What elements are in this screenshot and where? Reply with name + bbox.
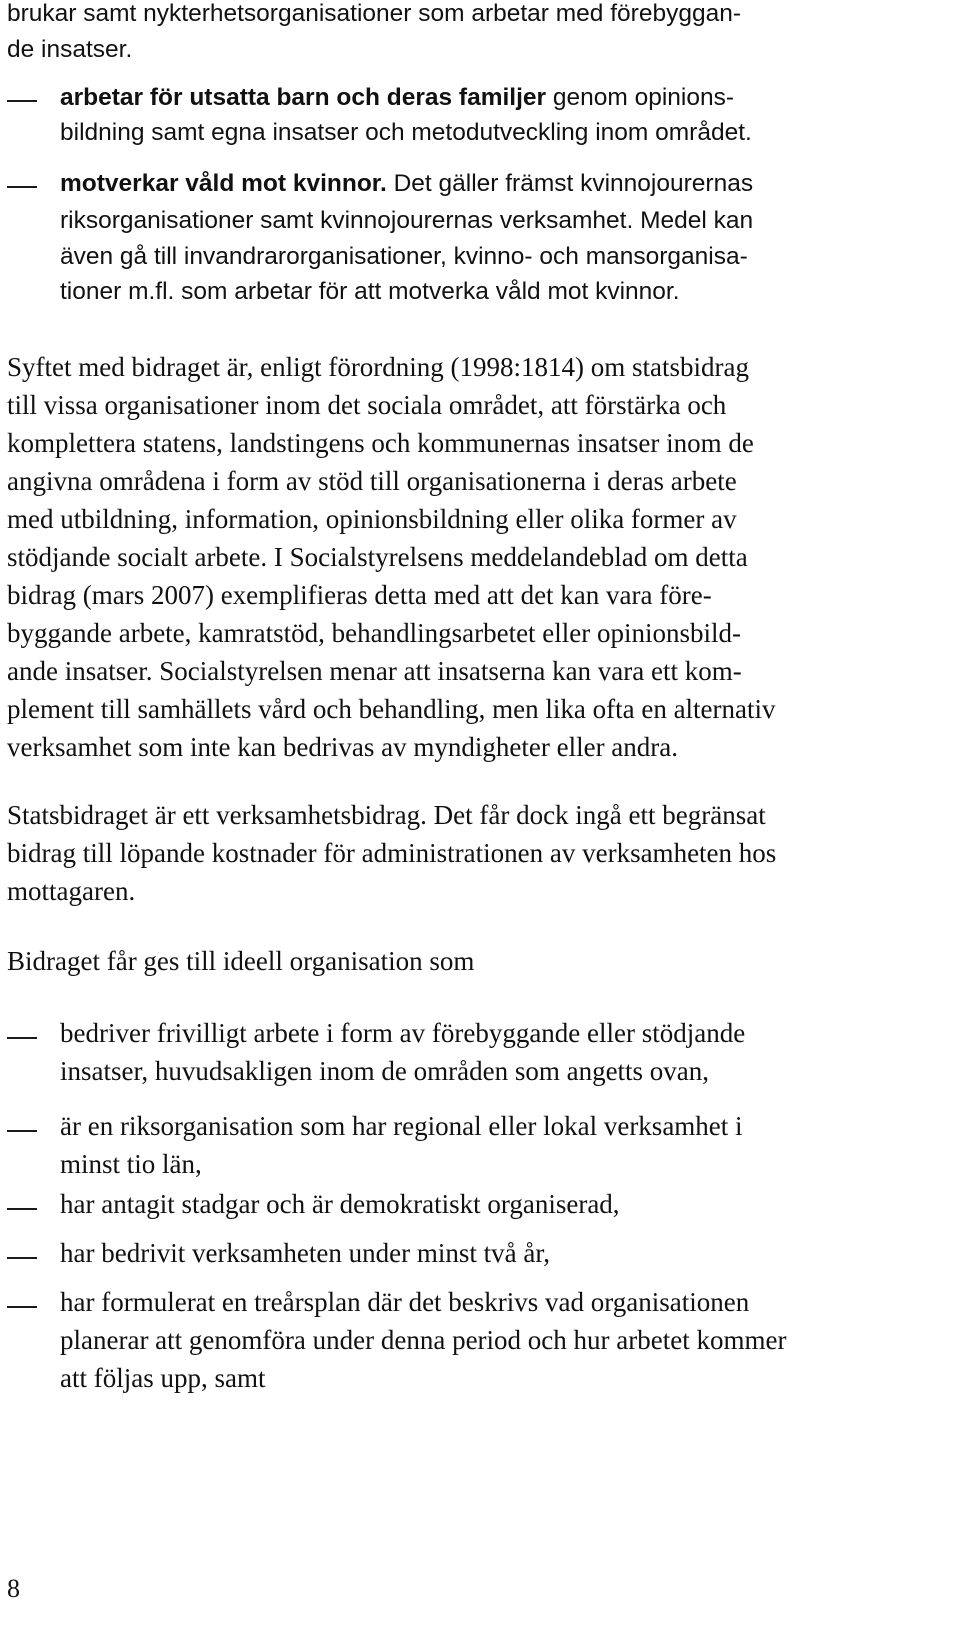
paragraph-line: Bidraget får ges till ideell organisation som — [7, 946, 475, 976]
intro-line: brukar samt nykterhetsorganisationer som arbetar med förebyggan- — [7, 0, 741, 27]
dash-bullet-icon — [7, 1257, 37, 1259]
requirement-line: har bedrivit verksamheten under minst två år, — [60, 1238, 551, 1268]
requirement-line: bedriver frivilligt arbete i form av förebyggande eller stödjande — [60, 1018, 746, 1048]
dash-bullet-icon — [7, 1130, 37, 1132]
paragraph-line: bidrag till löpande kostnader för administrationen av verksamheten hos — [7, 838, 777, 868]
paragraph-line: angivna områdena i form av stöd till organisationerna i deras arbete — [7, 466, 737, 496]
requirement-line: minst tio län, — [60, 1149, 202, 1179]
paragraph-line: bidrag (mars 2007) exemplifieras detta med att det kan vara före- — [7, 580, 712, 610]
intro-line: de insatser. — [7, 36, 133, 63]
paragraph-line: mottagaren. — [7, 876, 136, 906]
paragraph-line: komplettera statens, landstingens och kommunernas insatser inom de — [7, 428, 754, 458]
paragraph-line: stödjande socialt arbete. I Socialstyrelsens meddelandeblad om detta — [7, 542, 748, 572]
requirement-line: planerar att genomföra under denna period och hur arbetet kommer — [60, 1325, 787, 1355]
paragraph-line: verksamhet som inte kan bedrivas av myndigheter eller andra. — [7, 732, 679, 762]
dash-bullet-icon — [7, 186, 37, 188]
requirement-line: har formulerat en treårsplan där det beskrivs vad organisationen — [60, 1287, 750, 1317]
category-bold-label: motverkar våld mot kvinnor. — [60, 170, 387, 197]
requirement-line: har antagit stadgar och är demokratiskt organiserad, — [60, 1189, 620, 1219]
requirement-line: insatser, huvudsakligen inom de områden som angetts ovan, — [60, 1056, 710, 1086]
paragraph-line: ande insatser. Socialstyrelsen menar att insatserna kan vara ett kom- — [7, 656, 742, 686]
category-item-line: riksorganisationer samt kvinnojourernas verksamhet. Medel kan — [60, 207, 754, 234]
category-item-line: motverkar våld mot kvinnor. Det gäller främst kvinnojourernas — [60, 170, 754, 197]
paragraph-line: byggande arbete, kamratstöd, behandlingsarbetet eller opinionsbild- — [7, 618, 742, 648]
dash-bullet-icon — [7, 1037, 37, 1039]
dash-bullet-icon — [7, 1306, 37, 1308]
category-item-line: arbetar för utsatta barn och deras familjer genom opinions- — [60, 84, 735, 111]
paragraph-line: till vissa organisationer inom det sociala området, att förstärka och — [7, 390, 727, 420]
paragraph-line: Statsbidraget är ett verksamhetsbidrag. Det får dock ingå ett begränsat — [7, 800, 766, 830]
category-item-line: bildning samt egna insatser och metodutveckling inom området. — [60, 119, 752, 146]
category-item-line: även gå till invandrarorganisationer, kvinno- och mansorganisa- — [60, 243, 748, 270]
category-bold-label: arbetar för utsatta barn och deras familjer — [60, 84, 547, 111]
requirement-line: att följas upp, samt — [60, 1363, 266, 1393]
page-number: 8 — [7, 1574, 20, 1603]
category-item-line: tioner m.fl. som arbetar för att motverka våld mot kvinnor. — [60, 278, 680, 305]
paragraph-line: Syftet med bidraget är, enligt förordning (1998:1814) om statsbidrag — [7, 352, 750, 382]
requirement-line: är en riksorganisation som har regional eller lokal verksamhet i — [60, 1111, 743, 1141]
paragraph-line: plement till samhällets vård och behandling, men lika ofta en alternativ — [7, 694, 776, 724]
dash-bullet-icon — [7, 1208, 37, 1210]
dash-bullet-icon — [7, 100, 37, 102]
paragraph-line: med utbildning, information, opinionsbildning eller olika former av — [7, 504, 737, 534]
